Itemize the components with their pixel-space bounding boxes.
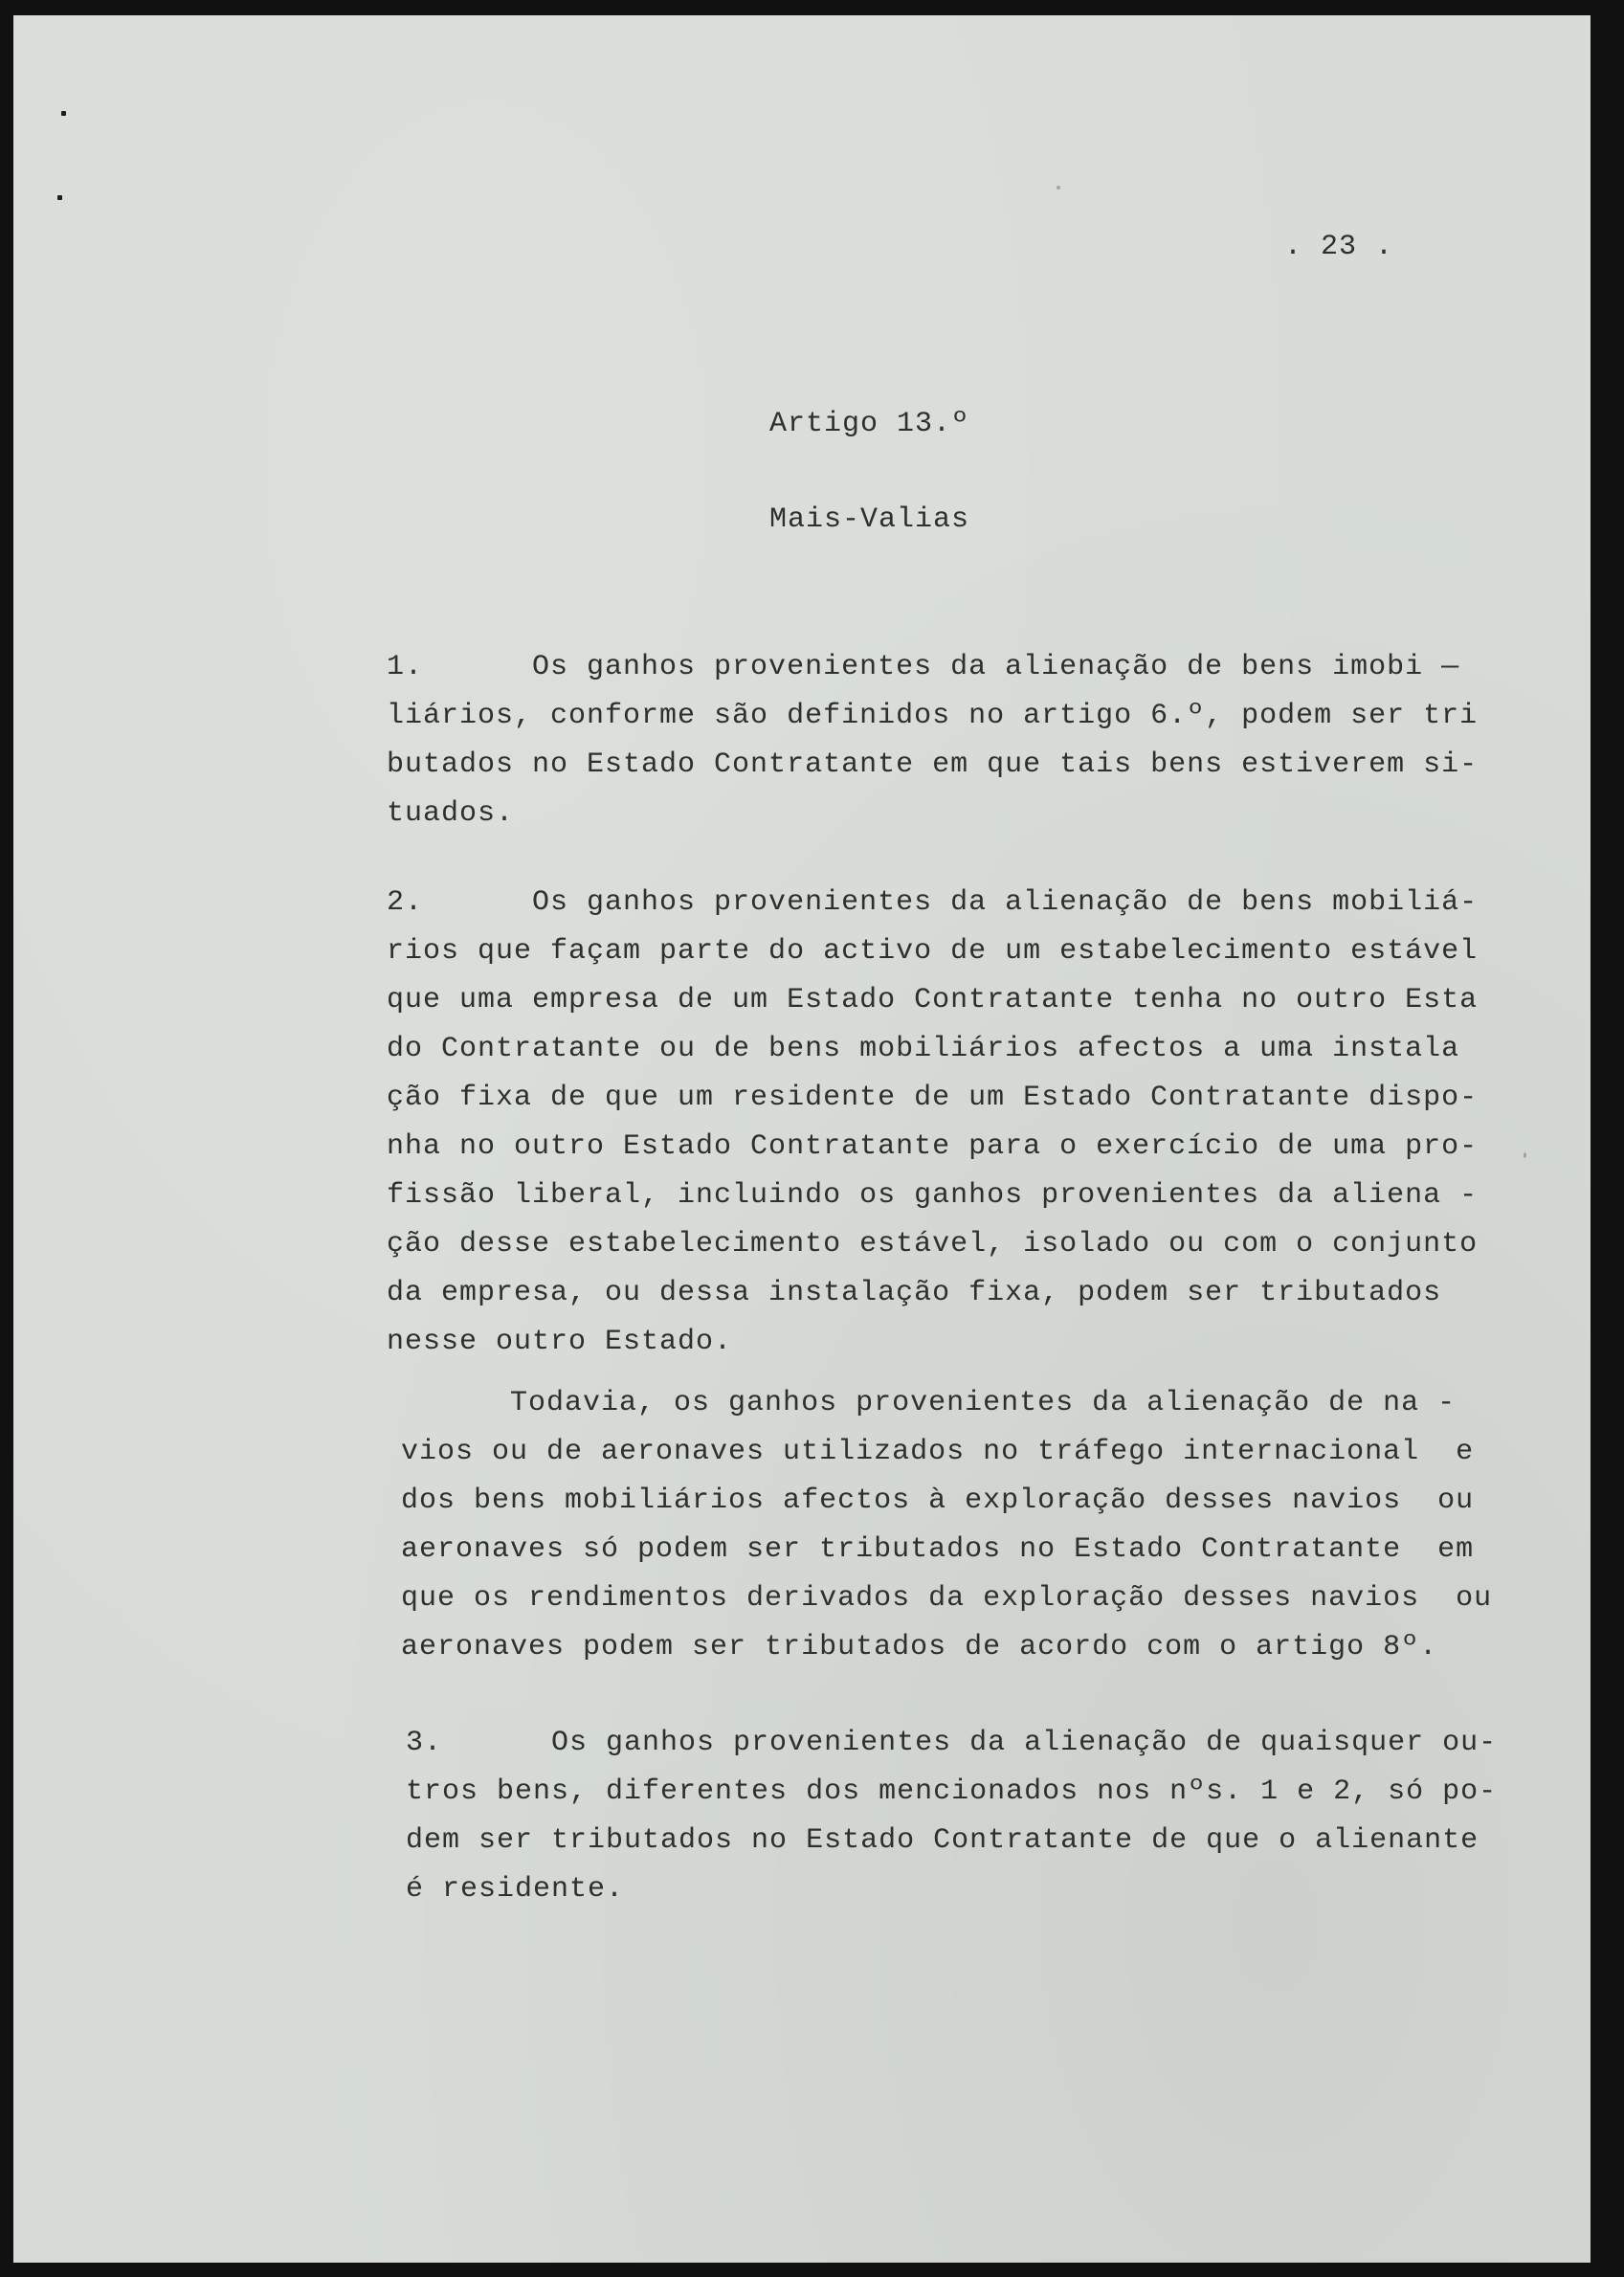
- paragraph-line: 2. Os ganhos provenientes da alienação de bens mobiliá-: [387, 886, 1479, 919]
- paragraph-3: [406, 1719, 1497, 1914]
- paragraph-line: da empresa, ou dessa instalação fixa, podem ser tributados: [387, 1277, 1442, 1309]
- document-page: [13, 15, 1591, 2263]
- paragraph-line: liários, conforme são definidos no artigo 6.º, podem ser tri: [387, 700, 1479, 732]
- paragraph-line: ção desse estabelecimento estável, isolado ou com o conjunto: [387, 1228, 1479, 1261]
- paragraph-line: dem ser tributados no Estado Contratante de que o alienante: [406, 1824, 1479, 1857]
- margin-speck: [61, 111, 66, 116]
- paper-smudge: [1524, 1152, 1526, 1158]
- paragraph-line: nesse outro Estado.: [387, 1326, 733, 1358]
- paragraph-line: rios que façam parte do activo de um estabelecimento estável: [387, 935, 1479, 968]
- article-subtitle: Mais-Valias: [769, 503, 970, 536]
- paragraph-line: aeronaves podem ser tributados de acordo com o artigo 8º.: [401, 1631, 1438, 1663]
- paragraph-line: Todavia, os ganhos provenientes da alienação de na -: [401, 1387, 1457, 1419]
- paragraph-line: fissão liberal, incluindo os ganhos provenientes da aliena -: [387, 1179, 1479, 1212]
- paragraph-line: 1. Os ganhos provenientes da alienação de bens imobi —: [387, 651, 1460, 683]
- paragraph-1: [387, 643, 1478, 838]
- paragraph-line: ção fixa de que um residente de um Estado Contratante dispo-: [387, 1082, 1479, 1114]
- paragraph-line: que os rendimentos derivados da exploração desses navios ou: [401, 1582, 1493, 1615]
- paragraph-line: 3. Os ganhos provenientes da alienação de quaisquer ou-: [406, 1727, 1498, 1759]
- paragraph-line: tuados.: [387, 797, 515, 830]
- paragraph-line: dos bens mobiliários afectos à exploração desses navios ou: [401, 1485, 1475, 1517]
- paragraph-line: do Contratante ou de bens mobiliários afectos a uma instala: [387, 1033, 1460, 1065]
- paragraph-line: butados no Estado Contratante em que tais bens estiverem si-: [387, 748, 1479, 781]
- paragraph-2: [387, 879, 1478, 1367]
- article-title: Artigo 13.º: [769, 408, 970, 440]
- margin-speck: [57, 195, 62, 200]
- paragraph-line: nha no outro Estado Contratante para o exercício de uma pro-: [387, 1130, 1479, 1163]
- paragraph-2-continuation: [401, 1379, 1492, 1672]
- paragraph-line: tros bens, diferentes dos mencionados nos nºs. 1 e 2, só po-: [406, 1775, 1498, 1808]
- page-number: . 23 .: [1284, 231, 1394, 263]
- paragraph-line: que uma empresa de um Estado Contratante tenha no outro Esta: [387, 984, 1479, 1016]
- paragraph-line: vios ou de aeronaves utilizados no tráfego internacional e: [401, 1436, 1475, 1468]
- paragraph-line: é residente.: [406, 1873, 625, 1906]
- paragraph-line: aeronaves só podem ser tributados no Estado Contratante em: [401, 1533, 1475, 1566]
- paper-smudge: [1057, 186, 1060, 190]
